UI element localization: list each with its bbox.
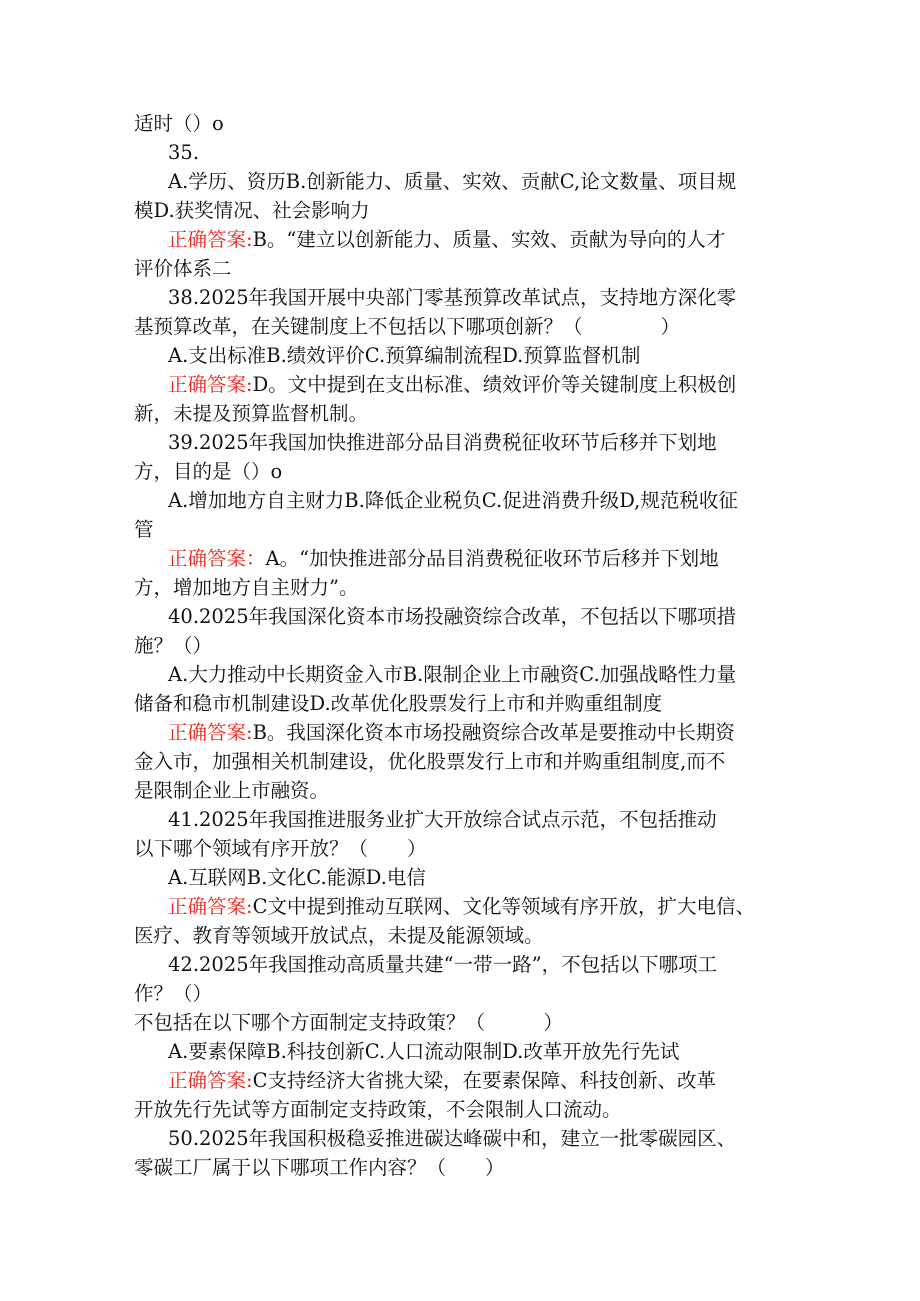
question-line: 作？（） bbox=[134, 982, 213, 1005]
question-line: 40.2025年我国深化资本市场投融资综合改革，不包括以下哪项措 bbox=[168, 605, 737, 628]
options-line: A.要素保障B.科技创新C.人口流动限制D.改革开放先行先试 bbox=[168, 1040, 680, 1063]
answer-line: 正确答案:D。文中提到在支出标准、绩效评价等关键制度上积极创 bbox=[168, 373, 737, 396]
options-line: A.增加地方自主财力B.降低企业税负C.促进消费升级D,规范税收征 bbox=[168, 489, 738, 512]
question-line: 基预算改革，在关键制度上不包括以下哪项创新？（ ） bbox=[134, 315, 681, 338]
question-line: 不包括在以下哪个方面制定支持政策？（ ） bbox=[134, 1011, 564, 1034]
text-line: 开放先行先试等方面制定支持政策，不会限制人口流动。 bbox=[134, 1098, 622, 1121]
text-line: 适时（）o bbox=[134, 112, 224, 135]
options-line: 管 bbox=[134, 518, 154, 541]
options-line: A.学历、资历B.创新能力、质量、实效、贡献C,论文数量、项目规 bbox=[168, 170, 737, 193]
answer-line: 正确答案:B。我国深化资本市场投融资综合改革是要推动中长期资 bbox=[168, 721, 735, 744]
question-line: 施？（） bbox=[134, 634, 213, 657]
options-line: 模D.获奖情况、社会影响力 bbox=[134, 199, 370, 222]
question-line: 以下哪个领域有序开放？（ ） bbox=[134, 837, 427, 860]
options-line: A.大力推动中长期资金入市B.限制企业上市融资C.加强战略性力量 bbox=[168, 663, 737, 686]
text-line: 金入市，加强相关机制建设，优化股票发行上市和并购重组制度,而不 bbox=[134, 750, 726, 773]
text-line: 评价体系二 bbox=[134, 257, 232, 280]
text-line: 方，增加地方自主财力”。 bbox=[134, 576, 359, 599]
question-line: 41.2025年我国推进服务业扩大开放综合试点示范，不包括推动 bbox=[168, 808, 717, 831]
answer-label: 正确答案: bbox=[168, 1069, 253, 1092]
answer-label: 正确答案: bbox=[168, 373, 253, 396]
question-number: 35. bbox=[168, 141, 200, 164]
options-line: A.支出标准B.绩效评价C.预算编制流程D.预算监督机制 bbox=[168, 344, 641, 367]
options-line: 储备和稳市机制建设D.改革优化股票发行上市和并购重组制度 bbox=[134, 692, 663, 715]
answer-label: 正确答案: bbox=[168, 721, 253, 744]
answer-label: 正确答案: bbox=[168, 895, 253, 918]
question-line: 零碳工厂属于以下哪项工作内容？（ ） bbox=[134, 1156, 505, 1179]
answer-label: 正确答案： bbox=[168, 547, 266, 570]
text-line: 新，未提及预算监督机制。 bbox=[134, 402, 369, 425]
question-line: 38.2025年我国开展中央部门零基预算改革试点，支持地方深化零 bbox=[168, 286, 737, 309]
answer-line: 正确答案:B。“建立以创新能力、质量、实效、贡献为导向的人才 bbox=[168, 228, 726, 251]
text-line: 是限制企业上市融资。 bbox=[134, 779, 330, 802]
text-line: 医疗、教育等领域开放试点，未提及能源领域。 bbox=[134, 924, 544, 947]
question-line: 39.2025年我国加快推进部分品目消费税征收环节后移并下划地 bbox=[168, 431, 717, 454]
answer-line: 正确答案:C文中提到推动互联网、文化等领域有序开放，扩大电信、 bbox=[168, 895, 755, 918]
question-line: 方，目的是（）o bbox=[134, 460, 283, 483]
answer-label: 正确答案: bbox=[168, 228, 253, 251]
question-line: 50.2025年我国积极稳妥推进碳达峰碳中和，建立一批零碳园区、 bbox=[168, 1127, 737, 1150]
answer-line: 正确答案：A。“加快推进部分品目消费税征收环节后移并下划地 bbox=[168, 547, 719, 570]
question-line: 42.2025年我国推动高质量共建“一带一路”，不包括以下哪项工 bbox=[168, 953, 718, 976]
answer-line: 正确答案:C支持经济大省挑大梁，在要素保障、科技创新、改革 bbox=[168, 1069, 716, 1092]
options-line: A.互联网B.文化C.能源D.电信 bbox=[168, 866, 426, 889]
